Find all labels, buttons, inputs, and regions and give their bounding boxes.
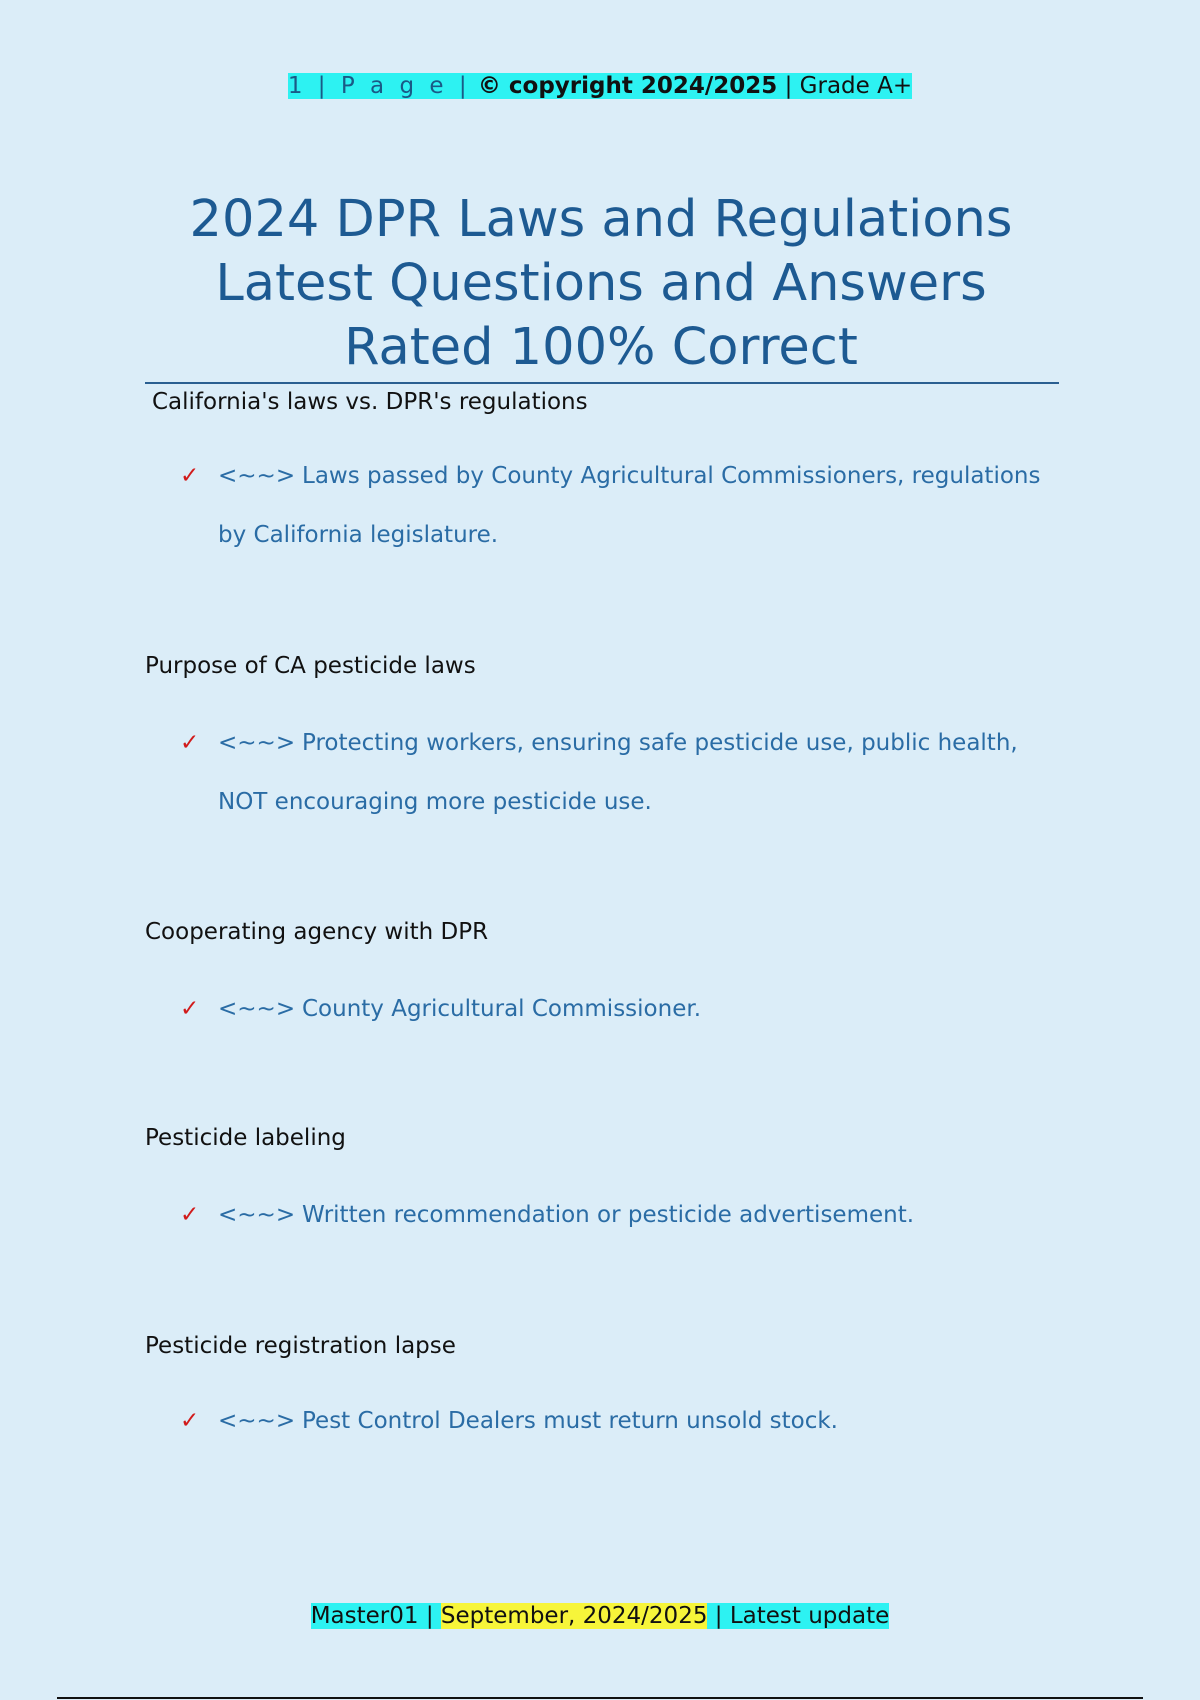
answer-prefix: <~~> <box>218 463 296 489</box>
answer-text-continued: by California legislature. <box>218 522 499 548</box>
footer-author <box>311 1603 441 1629</box>
answer-1 <box>180 447 1060 565</box>
page-footer <box>0 1600 1200 1632</box>
answer-text: Pest Control Dealers must return unsold stock. <box>302 1408 838 1434</box>
footer-separator: | <box>425 1603 434 1629</box>
answer-prefix: <~~> <box>218 1408 296 1434</box>
check-icon: ✓ <box>180 996 200 1022</box>
answer-text-continued: NOT encouraging more pesticide use. <box>218 789 652 815</box>
title-divider <box>145 382 1059 384</box>
check-icon: ✓ <box>180 1408 200 1434</box>
header-highlight <box>288 73 912 99</box>
footer-date: September, 2024/2025 <box>440 1603 708 1629</box>
answer-text: County Agricultural Commissioner. <box>302 996 702 1022</box>
update-text: Latest update <box>729 1603 890 1629</box>
question-1: California's laws vs. DPR's regulations <box>152 389 588 415</box>
copyright-text: © copyright 2024/2025 <box>477 73 778 99</box>
check-icon: ✓ <box>180 1202 200 1228</box>
question-4: Pesticide labeling <box>145 1125 346 1151</box>
answer-prefix: <~~> <box>218 996 296 1022</box>
question-5: Pesticide registration lapse <box>145 1333 456 1359</box>
grade-text: Grade A+ <box>799 73 913 99</box>
footer-divider <box>57 1697 1143 1699</box>
answer-text: Laws passed by County Agricultural Commissioners, regulations <box>302 463 1041 489</box>
answer-prefix: <~~> <box>218 1202 296 1228</box>
title-line-3: Rated 100% Correct <box>344 318 858 377</box>
answer-text: Written recommendation or pesticide advertisement. <box>302 1202 915 1228</box>
title-line-1: 2024 DPR Laws and Regulations <box>189 190 1013 249</box>
answer-prefix: <~~> <box>218 730 296 756</box>
check-icon: ✓ <box>180 730 200 756</box>
document-title <box>145 188 1057 380</box>
footer-update <box>707 1603 889 1629</box>
answer-text: Protecting workers, ensuring safe pesticide use, public health, <box>302 730 1018 756</box>
answer-4 <box>180 1186 1060 1245</box>
footer-separator: | <box>714 1603 723 1629</box>
answer-5 <box>180 1392 1060 1451</box>
answer-2 <box>180 714 1060 832</box>
answer-3 <box>180 980 1060 1039</box>
page-number: 1 | P a g e | <box>287 73 471 99</box>
title-line-2: Latest Questions and Answers <box>215 254 987 313</box>
question-3: Cooperating agency with DPR <box>145 919 489 945</box>
question-2: Purpose of CA pesticide laws <box>145 653 476 679</box>
author-text: Master01 <box>310 1603 419 1629</box>
header-separator: | <box>784 73 793 99</box>
page-header <box>0 70 1200 102</box>
check-icon: ✓ <box>180 463 200 489</box>
